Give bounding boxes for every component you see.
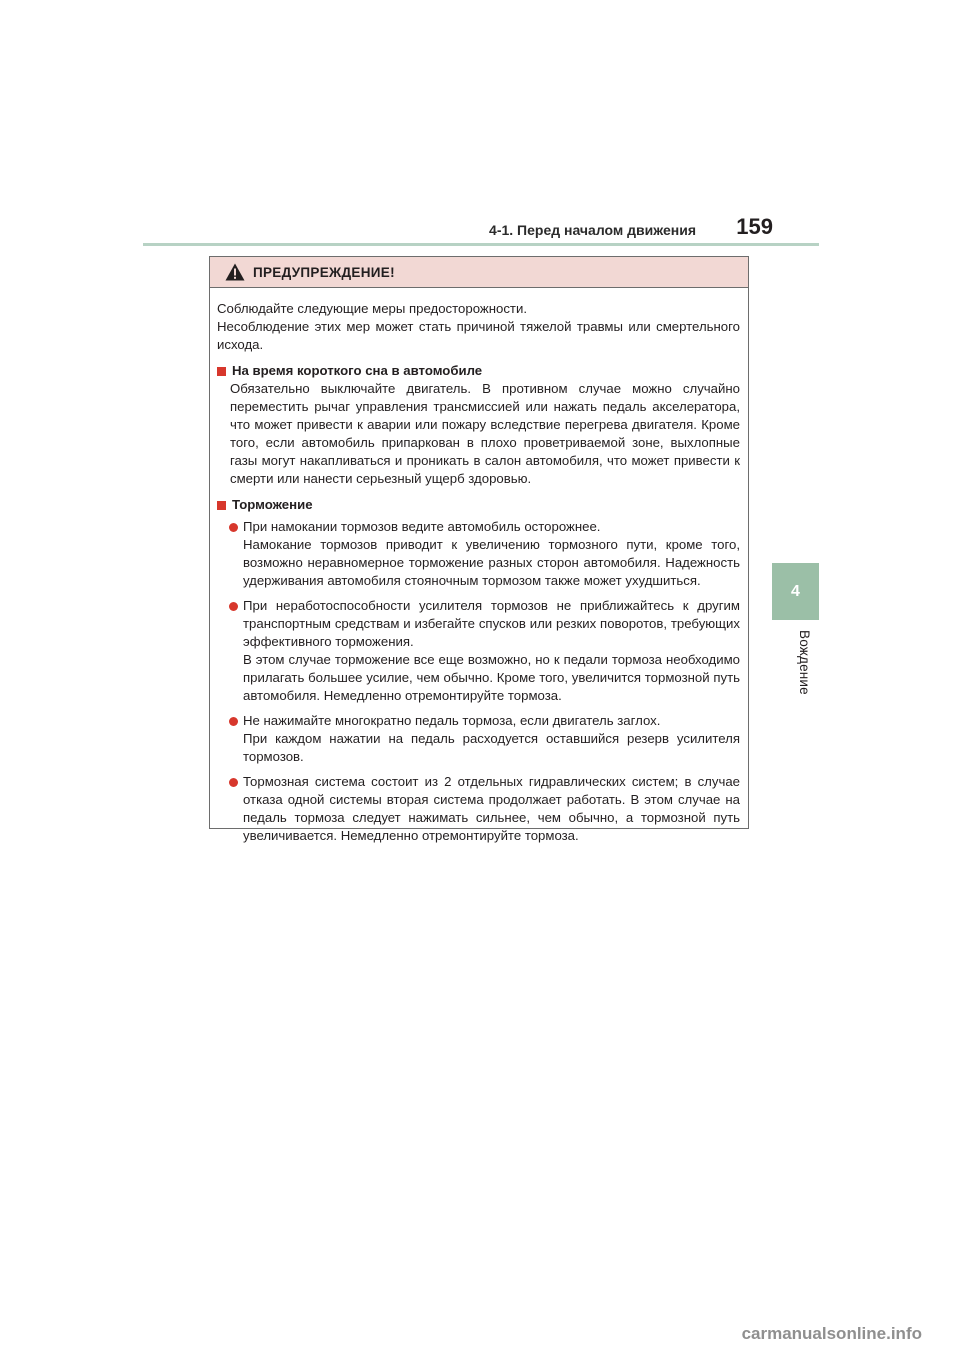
section-title-short-sleep: [217, 362, 740, 380]
warning-triangle-icon: [225, 263, 245, 281]
red-dot-icon: [229, 773, 243, 791]
bullet-item: [217, 773, 740, 845]
chapter-tab-number: 4: [791, 582, 800, 600]
section-braking: [217, 496, 740, 845]
section-heading: На время короткого сна в автомобиле: [232, 363, 483, 378]
page-number: 159: [736, 214, 773, 239]
bullet-line: Намокание тормозов приводит к увеличению тормозного пути, кроме того, возможно неравномерное торможение разных сторон автомобиля. Надежность удерживания автомобиля стояночным тормозом также может ухудшиться.: [243, 537, 740, 588]
bullet-line: Тормозная система состоит из 2 отдельных гидравлических систем; в случае отказа одной системы вторая система продолжает работать. В этом случае на педаль тормоза следует нажимать сильнее, чем обычно, а тормозной путь увеличивается. Немедленно отремонтируйте тормоза.: [243, 774, 740, 843]
page-header: [143, 210, 819, 246]
bullet-item: [217, 712, 740, 766]
red-dot-icon: [229, 518, 243, 536]
bullet-line: При неработоспособности усилителя тормозов не приближайтесь к другим транспортным средствам и избегайте спусков или резких поворотов, требующих эффективного торможения.: [243, 598, 740, 649]
chapter-tab-label: Вождение: [797, 630, 812, 695]
warning-intro-line: Соблюдайте следующие меры предосторожности.: [217, 301, 527, 316]
bullet-item: [217, 518, 740, 590]
section-title: 4-1. Перед началом движения: [489, 222, 696, 238]
section-short-sleep: [217, 362, 740, 488]
red-square-icon: [217, 367, 226, 376]
red-dot-icon: [229, 597, 243, 615]
bullet-line: При каждом нажатии на педаль расходуется оставшийся резерв усилителя тормозов.: [243, 731, 740, 764]
watermark: carmanualsonline.info: [741, 1324, 922, 1343]
warning-intro-line: Несоблюдение этих мер может стать причиной тяжелой травмы или смертельного исхода.: [217, 319, 740, 352]
bullet-item: [217, 597, 740, 705]
section-text: Обязательно выключайте двигатель. В противном случае можно случайно переместить рычаг управления трансмиссией или нажать педаль акселератора, что может привести к аварии или пожару вследствие перегрева двигателя. Кроме того, если автомобиль припаркован в плохо проветриваемой зоне, выхлопные газы могут накапливаться и проникать в салон автомобиля, что может привести к смерти или нанести серьезный ущерб здоровью.: [230, 381, 740, 486]
chapter-tab: [772, 563, 819, 620]
section-heading: Торможение: [232, 497, 313, 512]
red-square-icon: [217, 501, 226, 510]
warning-body: [210, 288, 748, 845]
bullet-line: При намокании тормозов ведите автомобиль осторожнее.: [243, 519, 601, 534]
header-rule: [143, 243, 819, 246]
red-dot-icon: [229, 712, 243, 730]
bullet-line: В этом случае торможение все еще возможно, но к педали тормоза необходимо прилагать большее усилие, чем обычно. Кроме того, увеличится тормозной путь автомобиля. Немедленно отремонтируйте тормоза.: [243, 652, 740, 703]
section-title-braking: [217, 496, 740, 514]
warning-box: [209, 256, 749, 843]
warning-title: ПРЕДУПРЕЖДЕНИЕ!: [253, 264, 395, 280]
warning-header: [210, 257, 748, 288]
bullet-line: Не нажимайте многократно педаль тормоза, если двигатель заглох.: [243, 713, 661, 728]
